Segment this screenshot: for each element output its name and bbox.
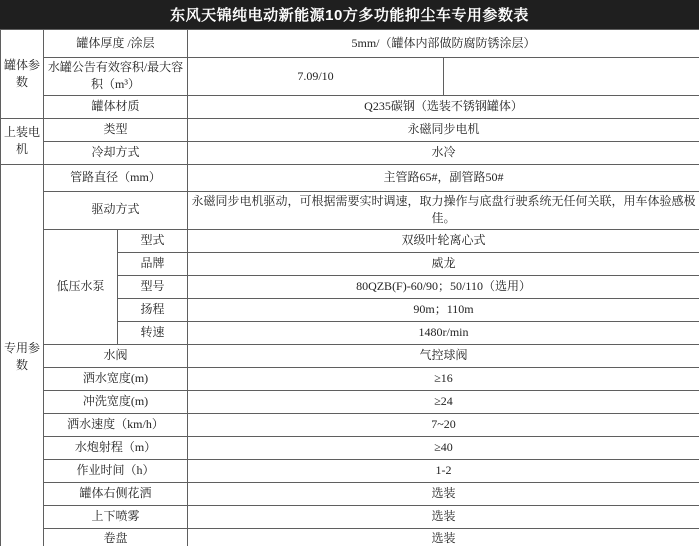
param-value-cell: 80QZB(F)-60/90；50/110（选用） bbox=[188, 275, 699, 298]
param-value-cell: ≥40 bbox=[188, 436, 699, 459]
param-label-cell: 水炮射程（m） bbox=[44, 436, 188, 459]
table-row bbox=[1, 95, 699, 118]
param-label-cell: 上下喷雾 bbox=[44, 505, 188, 528]
param-value-cell: ≥16 bbox=[188, 367, 699, 390]
param-label-cell: 罐体右侧花洒 bbox=[44, 482, 188, 505]
param-sublabel-cell: 型号 bbox=[118, 275, 188, 298]
param-value-cell: 主管路65#，副管路50# bbox=[188, 164, 699, 191]
group-cell-motor: 上装电机 bbox=[1, 118, 44, 164]
param-label-cell: 水罐公告有效容积/最大容积（m³） bbox=[44, 58, 188, 96]
table-row bbox=[1, 344, 699, 367]
param-value-cell: 气控球阀 bbox=[188, 344, 699, 367]
param-label-cell: 水阀 bbox=[44, 344, 188, 367]
param-label-cell: 洒水速度（km/h） bbox=[44, 413, 188, 436]
param-label-cell: 作业时间（h） bbox=[44, 459, 188, 482]
param-label-cell: 卷盘 bbox=[44, 528, 188, 546]
param-label-cell: 冷却方式 bbox=[44, 141, 188, 164]
table-row bbox=[1, 164, 699, 191]
param-label-cell: 类型 bbox=[44, 118, 188, 141]
param-label-cell: 罐体材质 bbox=[44, 95, 188, 118]
param-value-cell: 双级叶轮离心式 bbox=[188, 229, 699, 252]
table-row bbox=[1, 58, 699, 96]
param-value-cell: 选装 bbox=[188, 482, 699, 505]
subgroup-cell-low-pressure-pump: 低压水泵 bbox=[44, 229, 118, 344]
group-cell-special-params: 专用参数 bbox=[1, 164, 44, 546]
table-row bbox=[1, 191, 699, 229]
table-row bbox=[1, 436, 699, 459]
param-value-cell: ≥24 bbox=[188, 390, 699, 413]
param-value-cell: 1-2 bbox=[188, 459, 699, 482]
table-row bbox=[1, 141, 699, 164]
param-label-cell: 罐体厚度 /涂层 bbox=[44, 30, 188, 58]
param-value-cell: 5mm/（罐体内部做防腐防锈涂层） bbox=[188, 30, 699, 58]
param-value-cell: 1480r/min bbox=[188, 321, 699, 344]
param-value-cell: 威龙 bbox=[188, 252, 699, 275]
param-label-cell: 管路直径（mm） bbox=[44, 164, 188, 191]
table-row bbox=[1, 459, 699, 482]
param-value-cell: 选装 bbox=[188, 505, 699, 528]
param-label-cell: 冲洗宽度(m) bbox=[44, 390, 188, 413]
param-sublabel-cell: 转速 bbox=[118, 321, 188, 344]
param-label-cell: 驱动方式 bbox=[44, 191, 188, 229]
param-sublabel-cell: 品牌 bbox=[118, 252, 188, 275]
table-row bbox=[1, 482, 699, 505]
param-value-cell: 90m；110m bbox=[188, 298, 699, 321]
param-label-cell: 洒水宽度(m) bbox=[44, 367, 188, 390]
spec-table bbox=[0, 29, 699, 546]
param-sublabel-cell: 扬程 bbox=[118, 298, 188, 321]
group-cell-tank-params: 罐体参数 bbox=[1, 30, 44, 119]
param-value-cell: Q235碳钢（选装不锈钢罐体） bbox=[188, 95, 699, 118]
table-row bbox=[1, 367, 699, 390]
param-sublabel-cell: 型式 bbox=[118, 229, 188, 252]
table-row bbox=[1, 118, 699, 141]
page-title: 东风天锦纯电动新能源10方多功能抑尘车专用参数表 bbox=[0, 0, 699, 29]
param-value-cell: 水冷 bbox=[188, 141, 699, 164]
table-row bbox=[1, 390, 699, 413]
table-row bbox=[1, 528, 699, 546]
table-row bbox=[1, 30, 699, 58]
param-value-cell: 7~20 bbox=[188, 413, 699, 436]
param-value-cell: 永磁同步电机 bbox=[188, 118, 699, 141]
param-value-cell: 选装 bbox=[188, 528, 699, 546]
table-row bbox=[1, 229, 699, 252]
table-row bbox=[1, 413, 699, 436]
param-value-cell: 7.09/10 bbox=[188, 58, 444, 96]
param-value-cell-empty bbox=[444, 58, 699, 96]
table-row bbox=[1, 505, 699, 528]
param-value-cell: 永磁同步电机驱动，可根据需要实时调速，取力操作与底盘行驶系统无任何关联，用车体验感极佳。 bbox=[188, 191, 699, 229]
